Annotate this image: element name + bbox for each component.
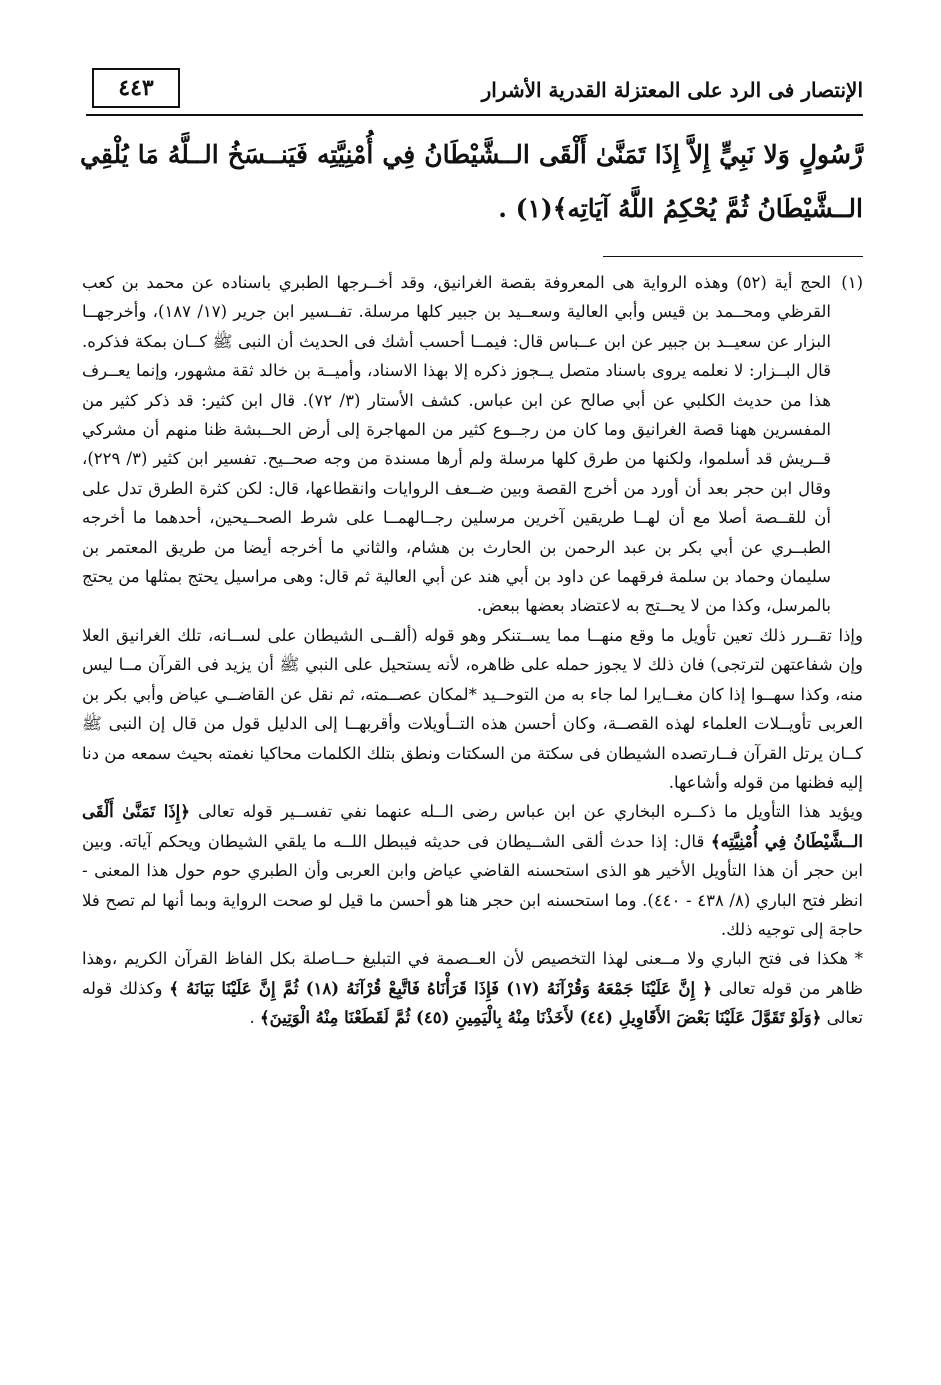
footnote-text-4-lead: * هكذا فى فتح الباري ولا مــعنى لهذا التخصيص لأن العــصمة في التبليغ حــاصلة بكل الفاظ القرآن الكريم ،وهذا ظاهر من قوله تعالى <box>82 949 864 998</box>
footnote-paragraph-3 <box>82 797 863 944</box>
quran-quote: ﴿إِذَا تَمَنَّىٰ أَلْقَى الــشَّيْطَانُ فِي أُمْنِيَّتِه﴾ <box>82 802 863 851</box>
footnote-text-3-rest: قال: إذا حدث ألقى الشــيطان فى حديثه فيبطل اللــه ما يلقي الشيطان ويحكم آياته. وبين ابن حجر أن هذا التأويل الأخير هو الذى استحسنه القاضي عياض وابن العربى وأن الطبري حوم حول هذا المعنى - انظر فتح الباري (٨/ ٤٣٨ - ٤٤٠). وما استحسنه ابن حجر هنا هو أحسن ما قيل لو صحت الرواية وبما أنها لم تصح فلا حاجة إلى توجيه ذلك. <box>82 831 863 939</box>
page-number: ٤٤٣ <box>92 68 180 108</box>
header-divider <box>86 114 863 116</box>
footnote-text-4-end: . <box>249 1008 255 1028</box>
footnote-text-3-lead: ويؤيد هذا التأويل ما ذكــره البخاري عن ابن عباس رضى الــله عنهما نفي تفســير قوله تعالى <box>198 802 864 822</box>
footnote-text-4-mid: وكذلك قوله تعالى <box>82 978 863 1028</box>
quran-verse: رَّسُولٍ وَلا نَبِيٍّ إِلاَّ إِذَا تَمَنَّىٰ أَلْقَى الــشَّيْطَانُ فِي أُمْنِيَّتِه فَيَنــسَخُ الــلَّهُ مَا يُلْقِي الــشَّيْطَانُ ثُمَّ يُحْكِمُ اللَّهُ آيَاتِه﴾(١) . <box>80 140 863 223</box>
footnote-paragraph-1 <box>82 268 863 621</box>
running-header <box>86 64 863 116</box>
running-title: الإنتصار فى الرد على المعتزلة القدرية الأشرار <box>481 78 863 102</box>
footnote-paragraph-2: وإذا تقــرر ذلك تعين تأويل ما وقع منهــا مما يســتنكر وهو قوله (ألقــى الشيطان على لســانه، تلك الغرانيق العلا وإن شفاعتهن لترتجى) فان ذلك لا يجوز حمله على ظاهره، لأنه يستحيل على النبي ﷺ أن يزيد فى القرآن مــا ليس منه، وكذا سهــوا إذا كان مغــايرا لما جاء به من التوحــيد *لمكان عصــمته، ثم نقل عن القاضــي عياض وأبي بكر بن العربى تأويــلات العلماء لهذه القصــة، وكان أحسن هذه التــأويلات وأقربهــا إلى الدليل قول من قال إن النبى ﷺ كــان يرتل القرآن فــارتصده الشيطان فى سكتة من السكتات ونطق بتلك الكلمات محاكيا نغمته بحيث سمعه من دنا إليه فظنها من قوله وأشاعها. <box>82 625 863 792</box>
footnote-paragraph-4 <box>82 944 863 1032</box>
footnote-separator <box>603 256 863 257</box>
quran-quote: ﴿ إِنَّ عَلَيْنَا جَمْعَهُ وَقُرْآنَهُ (١٧) فَإِذَا قَرَأْنَاهُ فَاتَّبِعْ قُرْآنَهُ (١٨) ثُمَّ إِنَّ عَلَيْنَا بَيَانَهُ ﴾ <box>169 978 713 998</box>
quran-quote: ﴿وَلَوْ تَقَوَّلَ عَلَيْنَا بَعْضَ الأَقَاوِيلِ (٤٤) لأَخَذْنَا مِنْهُ بِالْيَمِينِ (٤٥) ثُمَّ لَقَطَعْنَا مِنْهُ الْوَتِينَ﴾ <box>260 1008 822 1028</box>
footnote-marker: (١) <box>841 273 863 292</box>
footnote-block <box>82 268 863 1033</box>
footnote-text-1: الحج أية (٥٢) وهذه الرواية هى المعروفة بقصة الغرانيق، وقد أخــرجها الطبري باسناده عن محمد بن كعب القرظي ومحــمد بن قيس وأبي العالية وسعــيد بن جبير كلها مرسلة. تفــسير ابن جرير (١٧/ ١٨٧)، وأخرجهــا البزار عن سعيــد بن جبير عن ابن عــباس قال: فيمــا أحسب أشك فى الحديث أن النبى ﷺ كــان بمكة فذكره. قال البــزار: لا نعلمه يروى باسناد متصل يــجوز ذكره إلا بهذا الاسناد، وأميــة بن خالد ثقة مشهور، وإنما يعــرف هذا من حديث الكلبي عن أبي صالح عن ابن عباس. كشف الأستار (٣/ ٧٢). قال ابن كثير: قد ذكر كثير من المفسرين ههنا قصة الغرانيق وما كان من رجــوع كثير من المهاجرة إلى أرض الحــبشة ظنا منهم أن مشركي قــريش قد أسلموا، ولكنها من طرق كلها مرسلة ولم أرها مسندة من وجه صحــيح. تفسير ابن كثير (٣/ ٢٢٩)، وقال ابن حجر بعد أن أورد من أخرج القصة وبين ضــعف الروايات وانقطاعها، قال: لكن كثرة الطرق تدل على أن للقــصة أصلا مع أن لهــا طريقين آخرين مرسلين رجــالهمــا على شرط الصحــيحين، أحدهما ما أخرجه الطبــري عن أبي بكر بن عبد الرحمن بن الحارث بن هشام، والثاني ما أخرجه أيضا من طريق المعتمر بن سليمان وحماد بن سلمة فرقهما عن داود بن أبي هند عن أبي العالية ثم قال: وهى مراسيل يحتج بمثلها من يحتج بالمرسل، وكذا من لا يحــتج به لاعتضاد بعضها ببعض. <box>82 273 831 616</box>
